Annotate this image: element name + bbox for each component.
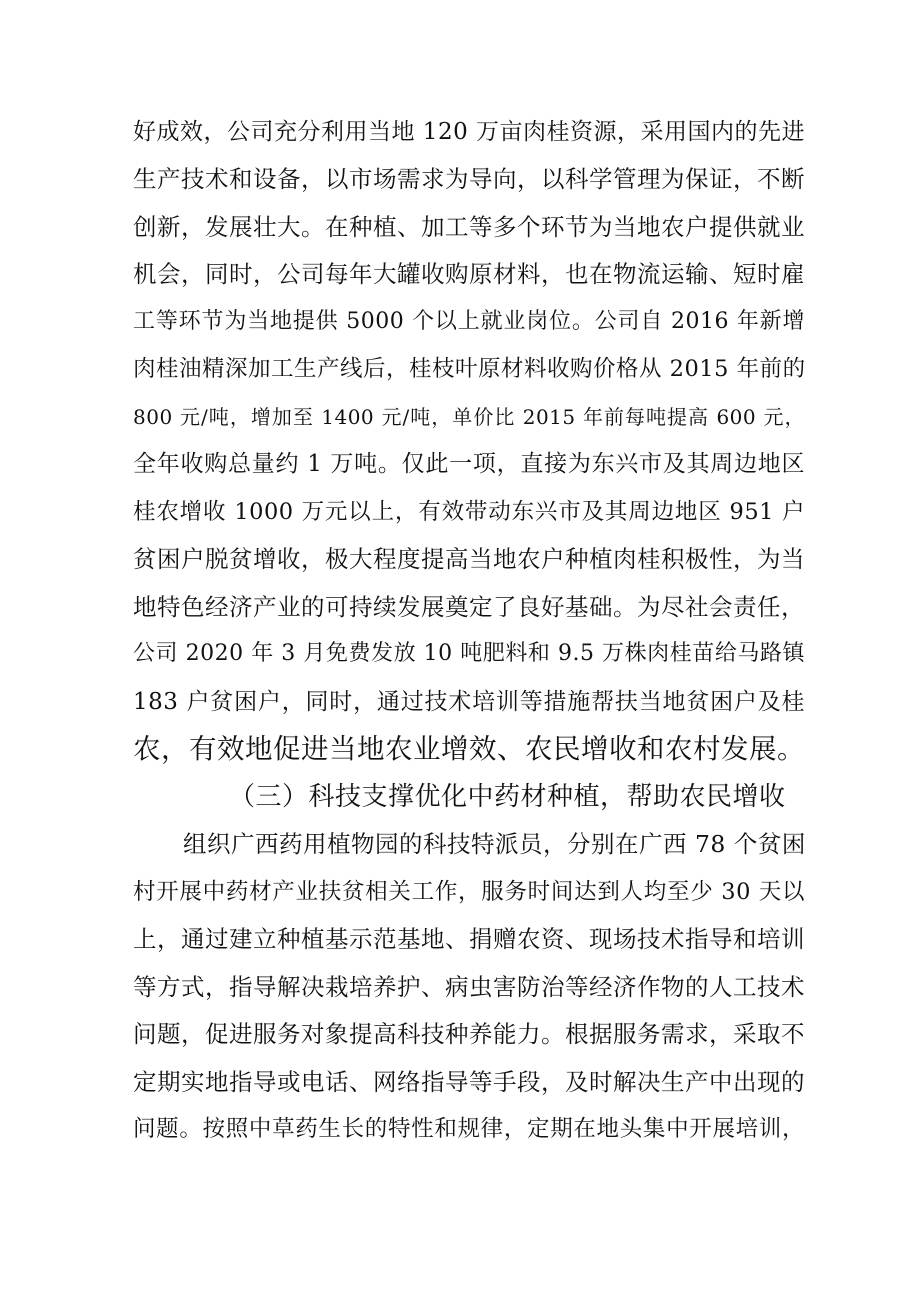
text-line: 全年收购总量约 1 万吨。仅此一项，直接为东兴市及其周边地区 (133, 451, 805, 477)
text-line: 桂农增收 1000 万元以上，有效带动东兴市及其周边地区 951 户 (133, 499, 805, 525)
text-line: 上，通过建立种植基示范基地、捐赠农资、现场技术指导和培训 (133, 925, 805, 953)
text-line: 公司 2020 年 3 月免费发放 10 吨肥料和 9.5 万株肉桂苗给马路镇 (133, 641, 805, 666)
text-line: 问题，促进服务对象提高科技种养能力。根据服务需求，采取不 (133, 1020, 805, 1048)
text-line: 创新，发展壮大。在种植、加工等多个环节为当地农户提供就业 (133, 213, 805, 241)
text-line: 地特色经济产业的可持续发展奠定了良好基础。为尽社会责任， (133, 593, 805, 621)
text-line: 组织广西药用植物园的科技特派员，分别在广西 78 个贫困 (183, 830, 806, 858)
text-line: 贫困户脱贫增收，极大程度提高当地农户种植肉桂积极性，为当 (133, 545, 805, 573)
text-line: 好成效，公司充分利用当地 120 万亩肉桂资源，采用国内的先进 (133, 119, 806, 145)
text-line: 生产技术和设备，以市场需求为导向，以科学管理为保证，不断 (133, 165, 805, 193)
text-line: 农，有效地促进当地农业增效、农民增收和农村发展。 (133, 733, 805, 765)
text-line: 800 元/吨，增加至 1400 元/吨，单价比 2015 年前每吨提高 600 元， (133, 405, 805, 429)
text-line: 肉桂油精深加工生产线后，桂枝叶原材料收购价格从 2015 年前的 (133, 356, 806, 382)
text-line: 机会，同时，公司每年大罐收购原材料，也在物流运输、短时雇 (133, 260, 805, 288)
section-heading: （三）科技支撑优化中药材种植，帮助农民增收 (229, 782, 786, 812)
text-line: 村开展中药材产业扶贫相关工作，服务时间达到人均至少 30 天以 (133, 879, 805, 905)
text-line: 工等环节为当地提供 5000 个以上就业岗位。公司自 2016 年新增 (133, 309, 805, 334)
text-line: 183 户贫困户，同时，通过技术培训等措施帮扶当地贫困户及桂 (133, 689, 805, 715)
text-line: 问题。按照中草药生长的特性和规律，定期在地头集中开展培训， (133, 1116, 805, 1142)
text-line: 等方式，指导解决栽培养护、病虫害防治等经济作物的人工技术 (133, 973, 805, 1001)
text-line: 定期实地指导或电话、网络指导等手段，及时解决生产中出现的 (133, 1068, 805, 1096)
